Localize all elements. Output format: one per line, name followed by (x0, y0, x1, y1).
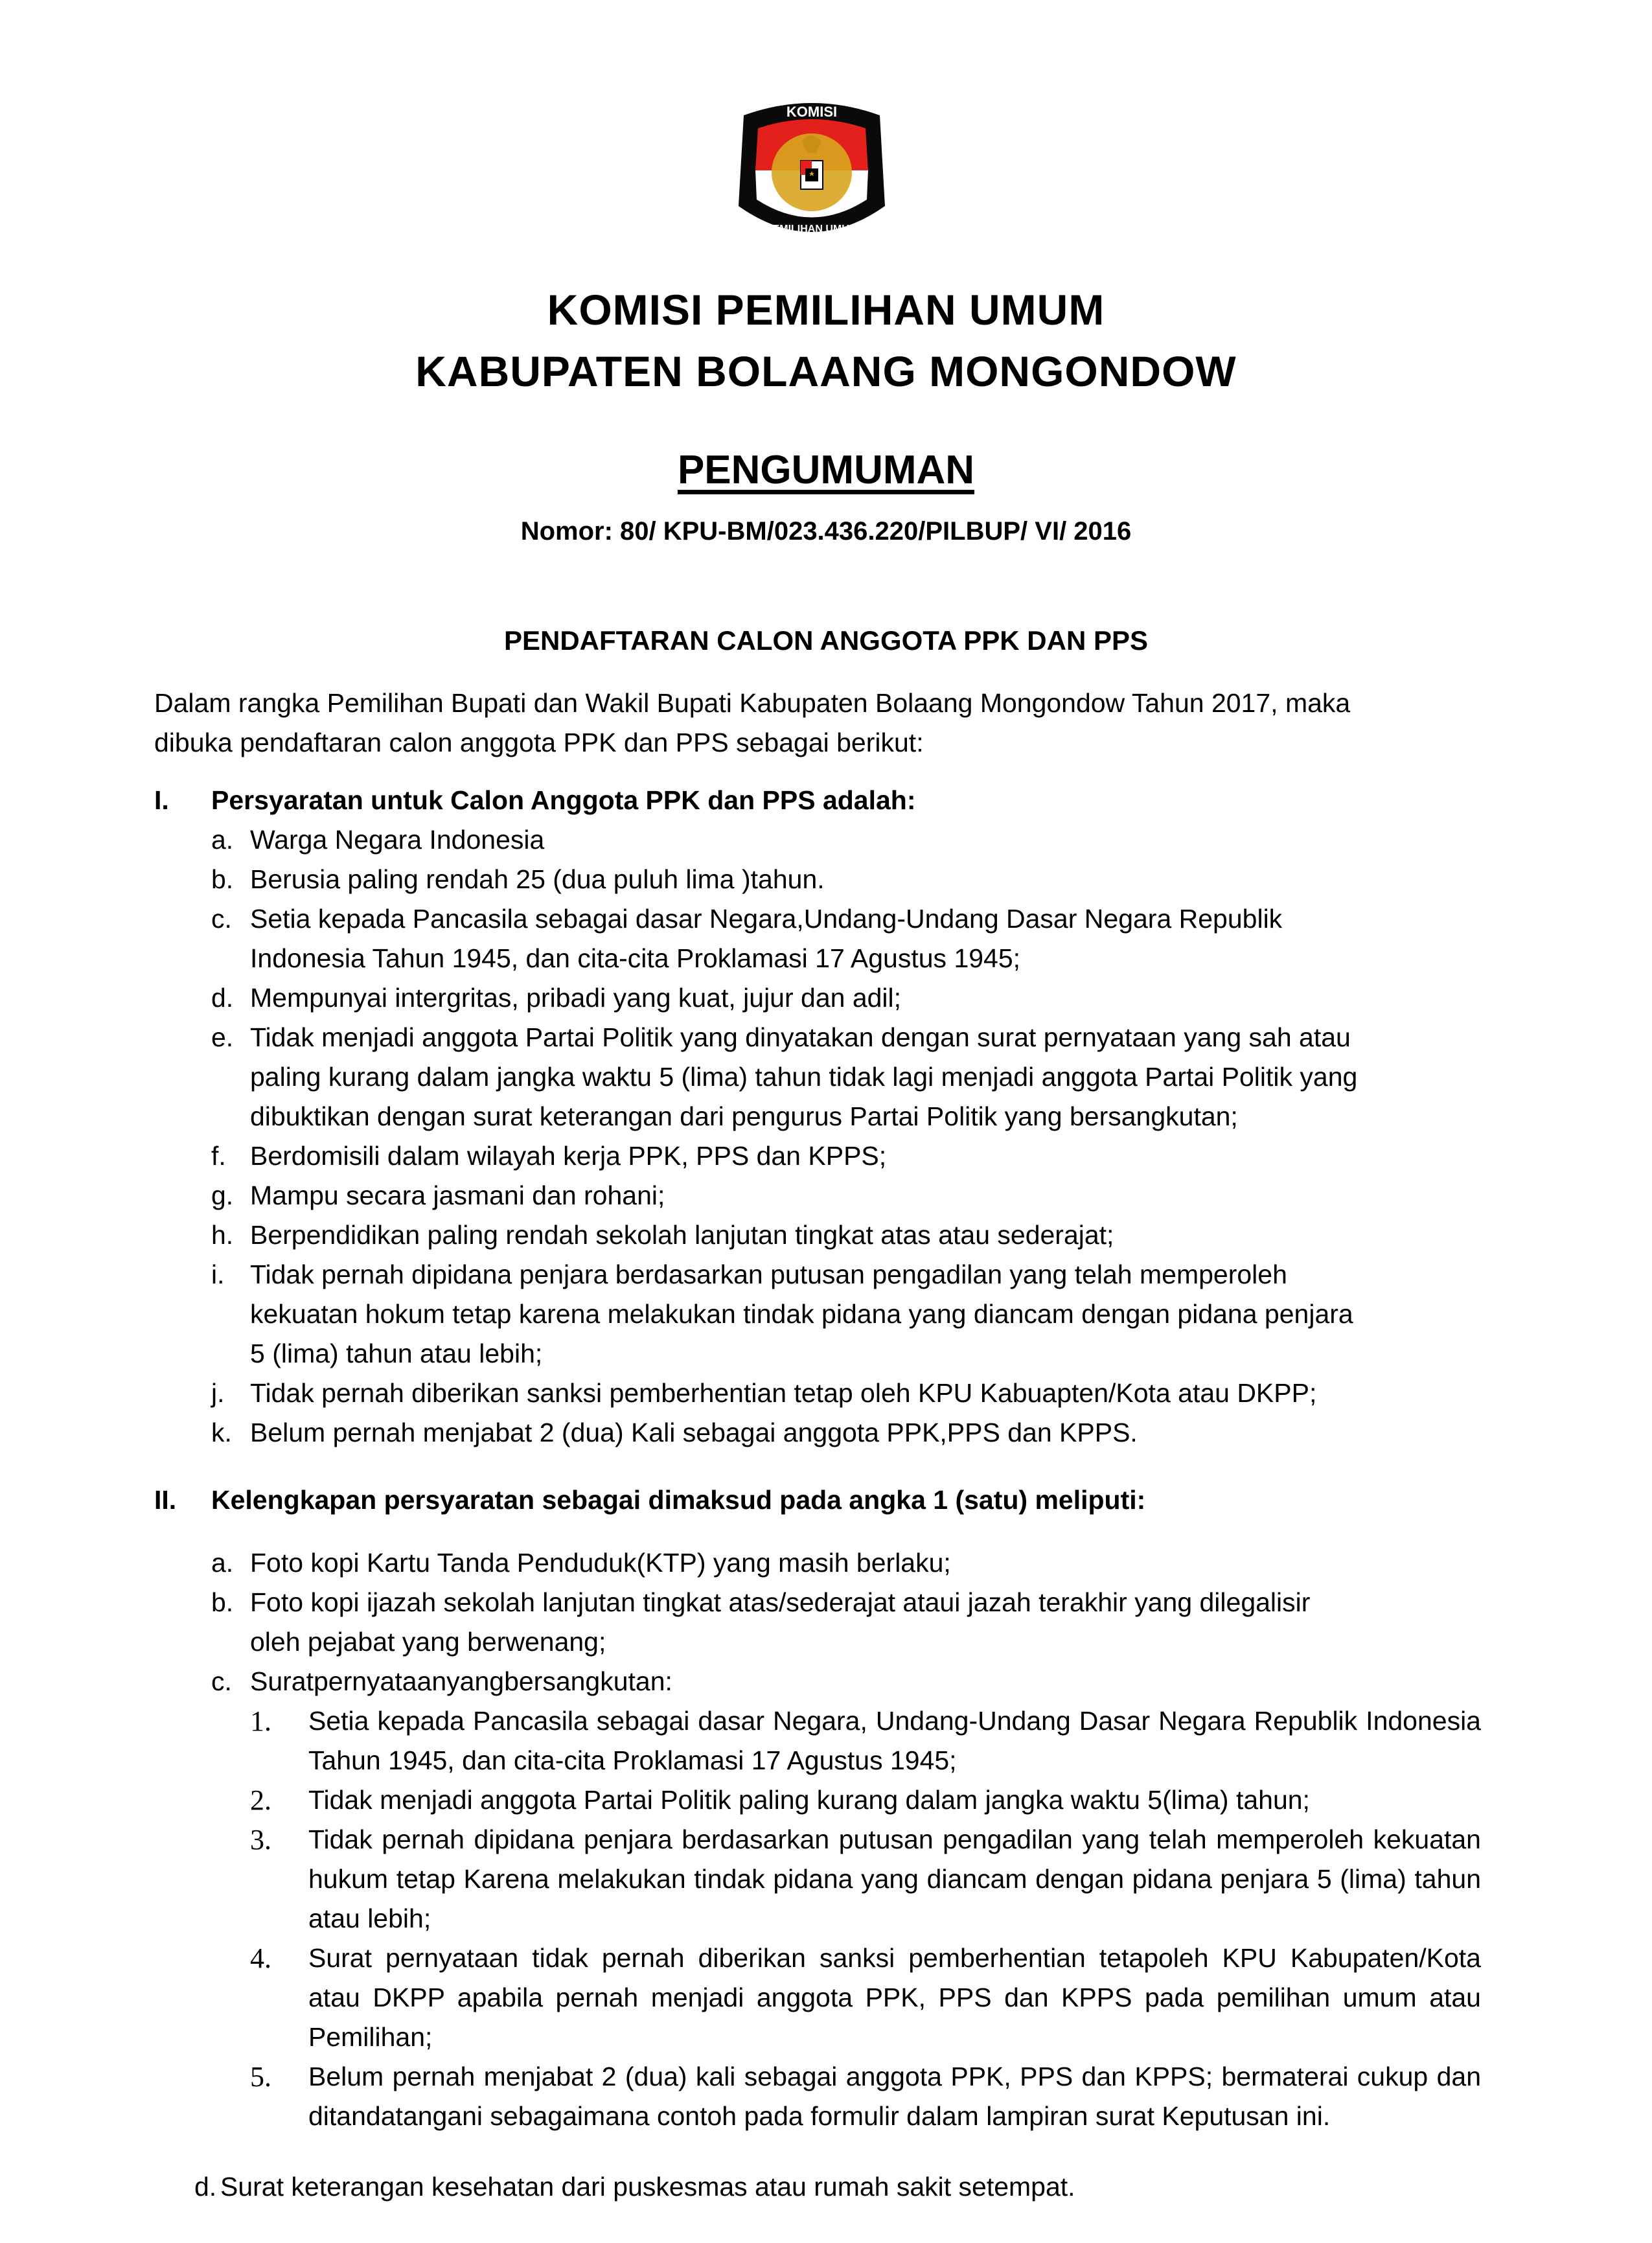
section-requirements (154, 781, 1528, 1453)
list-item-text: Berusia paling rendah 25 (dua puluh lima )tahun. (250, 864, 825, 894)
list-item: d. Surat keterangan kesehatan dari puskesmas atau rumah sakit setempat. (194, 2172, 1075, 2202)
announcement-subtitle: PENDAFTARAN CALON ANGGOTA PPK DAN PPS (503, 625, 1148, 656)
section-documents (154, 1480, 1528, 2136)
list-item-text: Foto kopi Kartu Tanda Penduduk(KTP) yang masih berlaku; (250, 1548, 951, 1578)
list-item (211, 820, 1528, 860)
list-marker: h. (211, 1220, 234, 1250)
svg-text:KOMISI: KOMISI (786, 104, 838, 120)
intro-paragraph: Dalam rangka Pemilihan Bupati dan Wakil Bupati Kabupaten Bolaang Mongondow Tahun 2017, maka dibuka pendaftaran calon anggota PPK dan PPS sebagai berikut: (154, 688, 1351, 757)
list-item-text: Tidak pernah dipidana penjara berdasarkan putusan pengadilan yang telah memperoleh kekuatan hukum tetap Karena melakukan tindak pidana yang diancam dengan pidana penjara 5 (lima) tahun atau lebih; (308, 1824, 1481, 1933)
list-item (250, 1780, 1481, 1820)
list-marker: g. (211, 1180, 234, 1210)
list-item (211, 1255, 1528, 1374)
list-item (250, 2057, 1481, 2136)
list-item (250, 1820, 1481, 1938)
list-item-text: Tidak menjadi anggota Partai Politik yang dinyatakan dengan surat pernyataan yang sah atau paling kurang dalam jangka waktu 5 (lima) tahun tidak lagi menjadi anggota Partai Politik yang dibuktikan dengan surat keterangan dari pengurus Partai Politik yang bersangkutan; (250, 1022, 1358, 1131)
list-item (211, 1543, 1528, 1583)
list-item-text: Belum pernah menjabat 2 (dua) Kali sebagai anggota PPK,PPS dan KPPS. (250, 1418, 1138, 1447)
list-item (250, 1938, 1481, 2057)
list-marker: d. (211, 983, 234, 1013)
list-marker: e. (211, 1022, 234, 1052)
list-item-text: Mempunyai intergritas, pribadi yang kuat, jujur dan adil; (250, 983, 902, 1013)
list-marker: b. (211, 1587, 234, 1617)
list-marker: i. (211, 1260, 225, 1289)
list-item (211, 899, 1528, 978)
list-item-text: Tidak menjadi anggota Partai Politik paling kurang dalam jangka waktu 5(lima) tahun; (308, 1785, 1310, 1815)
section-heading: I. Persyaratan untuk Calon Anggota PPK dan PPS adalah: (154, 785, 916, 815)
list-item (211, 1662, 1528, 1701)
list-item (211, 1215, 1528, 1255)
document-number: Nomor: 80/ KPU-BM/023.436.220/PILBUP/ VI/ 2016 (520, 517, 1132, 546)
requirements-list (211, 820, 1528, 1453)
list-item-text: Setia kepada Pancasila sebagai dasar Negara,Undang-Undang Dasar Negara Republik Indonesia Tahun 1945, dan cita-cita Proklamasi 17 Agustus 1945; (250, 904, 1283, 973)
list-item-text: Foto kopi ijazah sekolah lanjutan tingkat atas/sederajat ataui jazah terakhir yang dilegalisir oleh pejabat yang berwenang; (250, 1587, 1311, 1657)
list-item-text: Suratpernyataanyangbersangkutan: (250, 1666, 672, 1696)
list-item-text: Setia kepada Pancasila sebagai dasar Negara, Undang-Undang Dasar Negara Republik Indonesia Tahun 1945, dan cita-cita Proklamasi 17 Agustus 1945; (308, 1706, 1481, 1775)
list-marker: c. (211, 1666, 232, 1696)
list-item (250, 1701, 1481, 1780)
list-marker: 3. (250, 1824, 271, 1856)
list-marker: 2. (250, 1784, 271, 1816)
list-item-text: Mampu secara jasmani dan rohani; (250, 1180, 665, 1210)
kpu-logo-icon (731, 96, 893, 245)
list-marker: 1. (250, 1705, 271, 1737)
statement-sublist (250, 1701, 1481, 2136)
list-marker: b. (211, 864, 234, 894)
list-marker: f. (211, 1141, 226, 1171)
page-title: PENGUMUMAN (677, 448, 975, 492)
list-item-text: Tidak pernah diberikan sanksi pemberhentian tetap oleh KPU Kabuapten/Kota atau DKPP; (250, 1378, 1317, 1408)
regency-name: KABUPATEN BOLAANG MONGONDOW (415, 347, 1237, 395)
svg-text:PEMILIHAN UMUM: PEMILIHAN UMUM (765, 224, 858, 235)
list-item (211, 1176, 1528, 1215)
list-item (211, 978, 1528, 1018)
list-item-text: Berpendidikan paling rendah sekolah lanjutan tingkat atas atau sederajat; (250, 1220, 1114, 1250)
list-item (211, 860, 1528, 899)
list-item (211, 1374, 1528, 1413)
list-item (211, 1018, 1528, 1136)
list-marker: a. (211, 1548, 234, 1578)
list-item (211, 1583, 1528, 1662)
institution-name: KOMISI PEMILIHAN UMUM (547, 286, 1105, 334)
list-item-text: Berdomisili dalam wilayah kerja PPK, PPS dan KPPS; (250, 1141, 887, 1171)
list-item-text: Surat pernyataan tidak pernah diberikan sanksi pemberhentian tetapoleh KPU Kabupaten/Kota atau DKPP apabila pernah menjadi anggota PPK, PPS dan KPPS pada pemilihan umum atau Pemilihan; (308, 1943, 1481, 2052)
list-marker: j. (211, 1378, 225, 1408)
list-item (211, 1136, 1528, 1176)
list-marker: 4. (250, 1942, 271, 1974)
section-heading: II. Kelengkapan persyaratan sebagai dimaksud pada angka 1 (satu) meliputi: (154, 1485, 1146, 1515)
list-marker: 5. (250, 2061, 271, 2093)
list-item-text: Tidak pernah dipidana penjara berdasarkan putusan pengadilan yang telah memperoleh kekuatan hokum tetap karena melakukan tindak pidana yang diancam dengan pidana penjara 5 (lima) tahun atau lebih; (250, 1260, 1353, 1368)
list-marker: c. (211, 904, 232, 934)
documents-list (211, 1543, 1528, 2136)
list-item-text: Warga Negara Indonesia (250, 825, 545, 855)
list-item (211, 1413, 1528, 1453)
list-marker: k. (211, 1418, 232, 1447)
list-marker: a. (211, 825, 234, 855)
list-item-text: Belum pernah menjabat 2 (dua) kali sebagai anggota PPK, PPS dan KPPS; bermaterai cukup dan ditandatangani sebagaimana contoh pada formulir dalam lampiran surat Keputusan ini. (308, 2062, 1481, 2131)
